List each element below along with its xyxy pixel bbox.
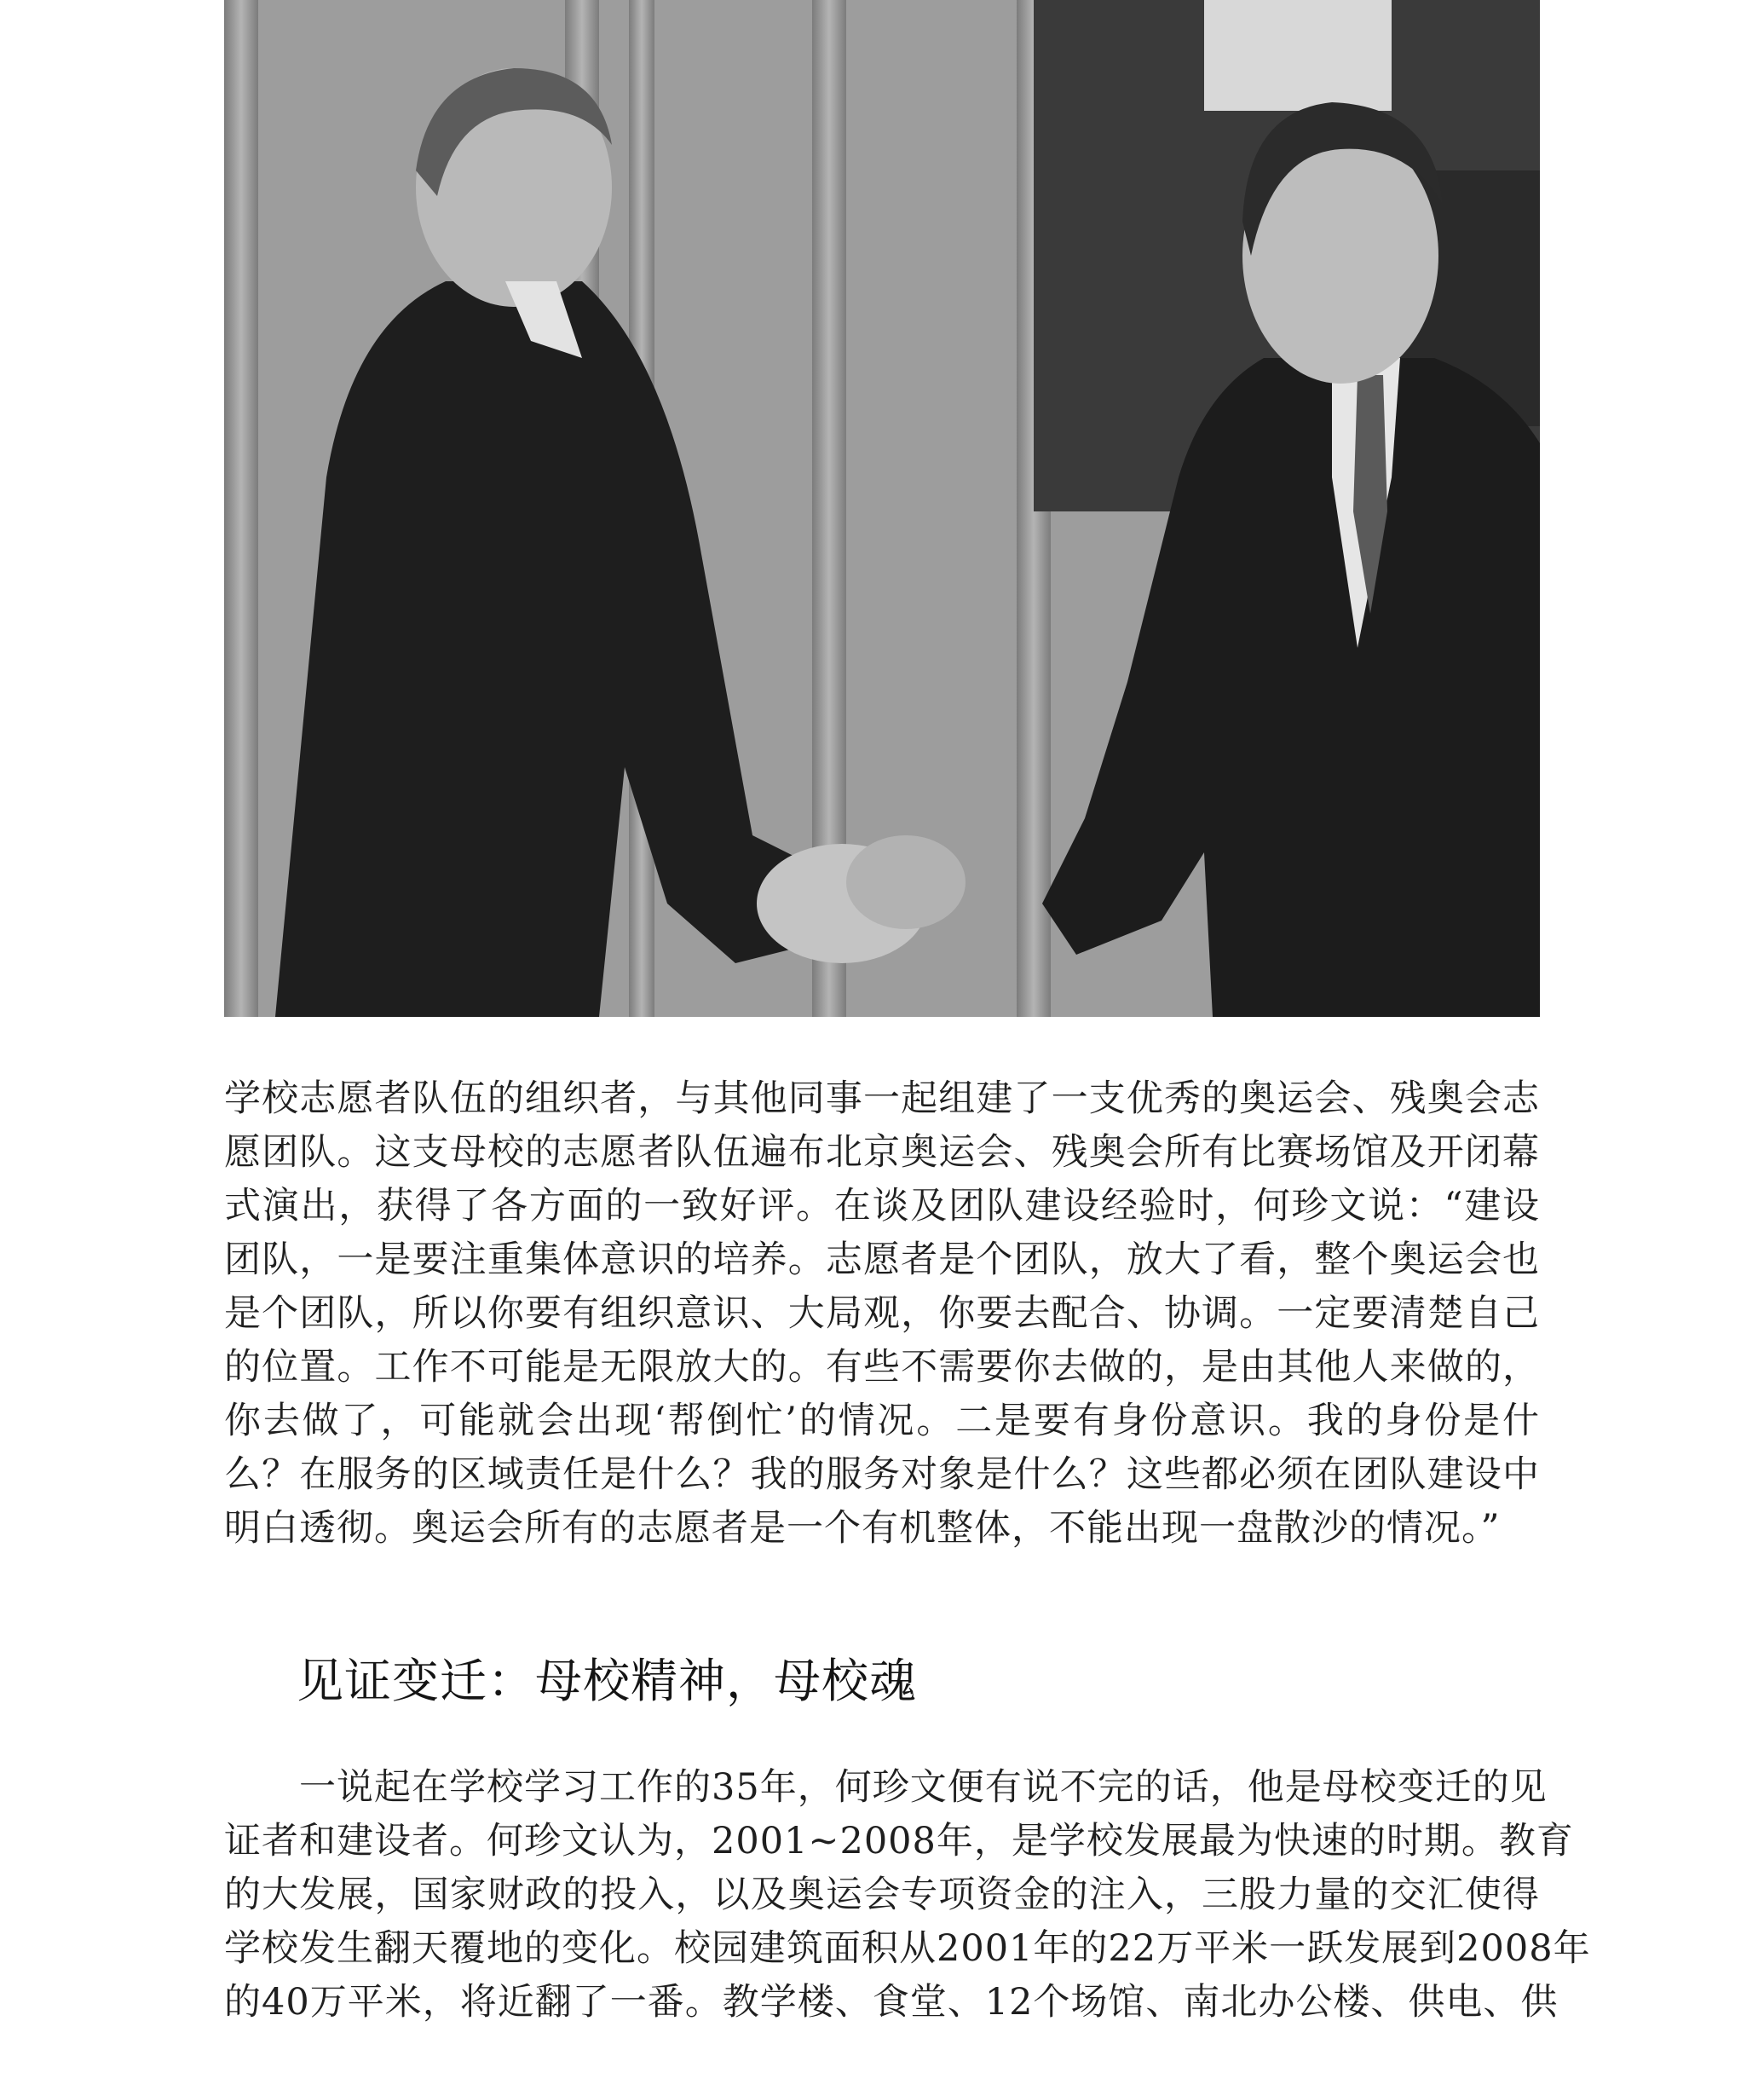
handshake-photo-illustration [224,0,1540,1017]
paragraph-line: 么？在服务的区域责任是什么？我的服务对象是什么？这些都必须在团队建设中 [224,1453,1540,1496]
paragraph-line: 一说起在学校学习工作的35年，何珍文便有说不完的话，他是母校变迁的见 [224,1766,1548,1809]
paragraph-line: 明白透彻。奥运会所有的志愿者是一个有机整体，不能出现一盘散沙的情况。” [224,1507,1501,1550]
paragraph-line: 愿团队。这支母校的志愿者队伍遍布北京奥运会、残奥会所有比赛场馆及开闭幕 [224,1131,1540,1174]
paragraph-line: 证者和建设者。何珍文认为，2001~2008年，是学校发展最为快速的时期。教育 [224,1820,1574,1862]
section-heading: 见证变迁：母校精神，母校魂 [297,1654,918,1708]
paragraph-line: 是个团队，所以你要有组织意识、大局观，你要去配合、协调。一定要清楚自己 [224,1292,1540,1335]
paragraph-line: 的40万平米，将近翻了一番。教学楼、食堂、12个场馆、南北办公楼、供电、供 [224,1981,1559,2024]
paragraph-line: 学校志愿者队伍的组织者，与其他同事一起组建了一支优秀的奥运会、残奥会志 [224,1077,1540,1120]
paragraph-line: 学校发生翻天覆地的变化。校园建筑面积从2001年的22万平米一跃发展到2008年 [224,1927,1591,1970]
paragraph-line: 的大发展，国家财政的投入，以及奥运会专项资金的注入，三股力量的交汇使得 [224,1874,1540,1916]
handshake-photo [224,0,1540,1017]
paragraph-line: 你去做了，可能就会出现‘帮倒忙’的情况。二是要有身份意识。我的身份是什 [224,1400,1540,1442]
paragraph-line: 的位置。工作不可能是无限放大的。有些不需要你去做的，是由其他人来做的， [224,1346,1540,1389]
paragraph-1 [224,1072,1540,1556]
paragraph-2 [224,1761,1591,2030]
paragraph-line: 团队，一是要注重集体意识的培养。志愿者是个团队，放大了看，整个奥运会也 [224,1239,1540,1281]
paragraph-line: 式演出，获得了各方面的一致好评。在谈及团队建设经验时，何珍文说：“建设 [224,1185,1540,1227]
